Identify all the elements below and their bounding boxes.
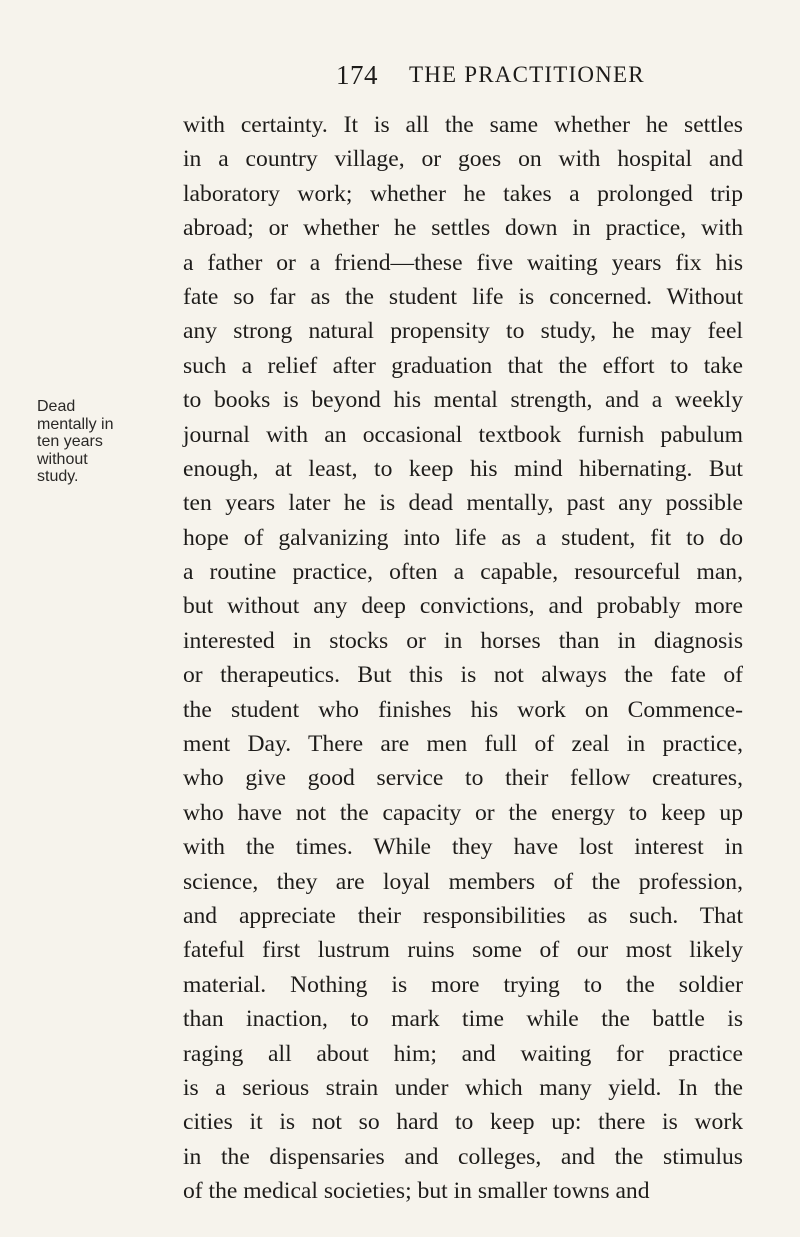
text-line: in the dispensaries and colleges, and the stimulus xyxy=(183,1143,743,1170)
text-line: than inaction, to mark time while the battle is xyxy=(183,1006,743,1033)
text-line: with the times. While they have lost interest in xyxy=(183,834,743,861)
margin-note-line: Dead xyxy=(37,398,76,415)
text-line: cities it is not so hard to keep up: there is work xyxy=(183,1109,743,1136)
text-line: with certainty. It is all the same whether he settles xyxy=(183,112,743,138)
text-line: science, they are loyal members of the profession, xyxy=(183,868,743,895)
text-line: ten years later he is dead mentally, past any possible xyxy=(183,490,743,517)
text-line: fate so far as the student life is concerned. Without xyxy=(183,283,743,310)
text-line: a father or a friend—these five waiting years fix his xyxy=(183,249,743,276)
margin-note-line: ten years xyxy=(37,433,103,450)
text-line: ment Day. There are men full of zeal in practice, xyxy=(183,731,743,758)
margin-note-line: study. xyxy=(37,468,79,485)
margin-note xyxy=(37,398,162,486)
text-line: abroad; or whether he settles down in practice, with xyxy=(183,215,743,242)
text-line: journal with an occasional textbook furnish pabulum xyxy=(183,421,743,448)
text-line: but without any deep convictions, and probably more xyxy=(183,593,743,620)
text-line: to books is beyond his mental strength, and a weekly xyxy=(183,387,743,414)
text-line: a routine practice, often a capable, resourceful man, xyxy=(183,559,743,586)
text-line: and appreciate their responsibilities as such. That xyxy=(183,902,743,929)
page-number: 174 xyxy=(336,60,378,90)
text-line: laboratory work; whether he takes a prolonged trip xyxy=(183,180,743,207)
running-head: THE PRACTITIONER xyxy=(409,62,645,87)
text-line: who have not the capacity or the energy to keep up xyxy=(183,799,743,826)
text-line: raging all about him; and waiting for practice xyxy=(183,1040,743,1067)
margin-note-line: without xyxy=(37,450,88,468)
text-line: interested in stocks or in horses than in diagnosis xyxy=(183,627,743,654)
text-line: enough, at least, to keep his mind hibernating. But xyxy=(183,455,743,482)
text-line: of the medical societies; but in smaller towns and xyxy=(183,1178,650,1205)
text-line: fateful first lustrum ruins some of our most likely xyxy=(183,937,743,964)
margin-note-line: mentally in xyxy=(37,415,114,433)
text-line: hope of galvanizing into life as a student, fit to do xyxy=(183,524,743,551)
text-line: the student who finishes his work on Commence- xyxy=(183,696,743,723)
text-line: any strong natural propensity to study, he may feel xyxy=(183,318,743,345)
text-line: in a country village, or goes on with hospital and xyxy=(183,146,743,173)
text-line: such a relief after graduation that the effort to take xyxy=(183,352,743,379)
text-line: or therapeutics. But this is not always the fate of xyxy=(183,662,743,689)
body-text xyxy=(183,108,743,1209)
text-line: material. Nothing is more trying to the soldier xyxy=(183,971,743,998)
text-line: who give good service to their fellow creatures, xyxy=(183,765,743,792)
text-line: is a serious strain under which many yield. In the xyxy=(183,1074,743,1101)
